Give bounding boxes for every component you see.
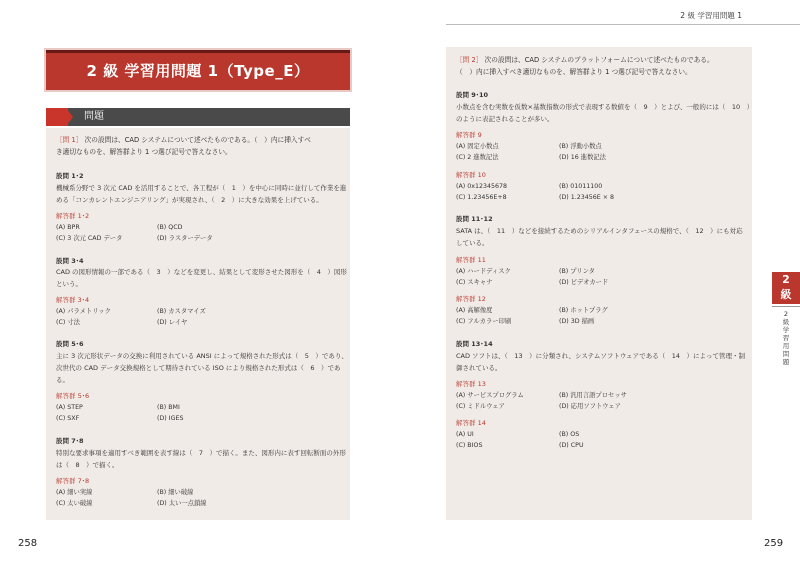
item-text: 主に 3 次元形状データの交換に利用されている ANSI によって規格された形式は（ 5 ）であり、 — [56, 352, 348, 360]
answer-option: (C) BIOS — [456, 442, 483, 449]
answer-option: (B) カスタマイズ — [157, 308, 206, 315]
item-label: 設問 5･6 — [56, 340, 84, 348]
title-banner — [46, 50, 350, 90]
arrow-right-icon — [66, 108, 73, 126]
item-text: している。 — [456, 239, 489, 247]
section-accent — [46, 108, 68, 126]
answer-option: (C) ミドルウェア — [456, 403, 505, 410]
vertical-char: 2 — [783, 310, 789, 318]
running-header: 2 級 学習用問題 1 — [680, 11, 742, 20]
vertical-char: 学 — [782, 326, 790, 334]
item-text: CAD の図形情報の一部である（ 3 ）などを変更し、結果として変形させた図形を（ 4 ）図形 — [56, 268, 347, 276]
answer-option: (D) 3D 描画 — [559, 318, 595, 325]
answer-group-heading: 解答群 7･8 — [56, 477, 90, 485]
question-1-line-2: き適切なものを、解答群より 1 つ選び記号で答えなさい。 — [56, 148, 232, 156]
answer-option: (D) 太い一点鎖線 — [157, 500, 207, 507]
answer-option: (A) BPR — [56, 224, 80, 231]
vertical-char: 用 — [782, 342, 790, 350]
answer-option: (C) 2 進数記法 — [456, 154, 499, 161]
item-text: 特別な要求事項を適用すべき範囲を表す線は（ 7 ）で描く。また、図形内に表す回転断面の外形 — [56, 449, 346, 457]
answer-option: (A) 細い実線 — [56, 489, 93, 496]
section-label: 問題 — [84, 111, 104, 122]
answer-group-heading: 解答群 14 — [456, 419, 486, 427]
page-number-left: 258 — [18, 538, 38, 549]
item-text: という。 — [56, 280, 82, 288]
answer-option: (B) 浮動小数点 — [559, 143, 602, 150]
item-text: CAD ソフトは、（ 13 ）に分類され、システムソフトウェアである（ 14 ）によって管理・制 — [456, 352, 746, 360]
answer-option: (B) BMI — [157, 404, 180, 411]
answer-option: (A) 高解像度 — [456, 307, 493, 314]
answer-option: (B) 汎用言語プロセッサ — [559, 392, 627, 399]
answer-option: (D) 1.23456E × 8 — [559, 194, 615, 201]
answer-option: (D) 16 進数記法 — [559, 154, 606, 161]
item-text: SATA は、（ 11 ）などを接続するためのシリアルインタフェースの規格で、（ 12 ）にも対応 — [456, 227, 743, 235]
question-2-line-2: （ ）内に挿入すべき適切なものを、解答群より 1 つ選び記号で答えなさい。 — [456, 68, 692, 76]
item-text: 御されている。 — [456, 364, 502, 372]
answer-option: (D) ビデオカード — [559, 279, 609, 286]
answer-group-heading: 解答群 9 — [456, 131, 482, 139]
chapter-tab-number: 2 — [782, 273, 790, 286]
answer-option: (D) レイヤ — [157, 319, 188, 326]
answer-option: (B) OS — [559, 431, 580, 438]
chapter-tab-unit: 級 — [780, 288, 792, 301]
vertical-char: 題 — [782, 358, 790, 366]
answer-group-heading: 解答群 11 — [456, 256, 486, 264]
item-text: める「コンカレントエンジニアリング」が実現され、（ 2 ）に大きな効果を上げている。 — [56, 196, 323, 204]
answer-option: (D) ラスターデータ — [157, 235, 213, 242]
question-2-label: ［問 2］ — [456, 56, 483, 64]
answer-group-heading: 解答群 12 — [456, 295, 486, 303]
answer-option: (D) 応用ソフトウェア — [559, 403, 621, 410]
item-label: 設問 9･10 — [456, 91, 489, 99]
answer-group-heading: 解答群 3･4 — [56, 296, 90, 304]
answer-option: (A) パラメトリック — [56, 308, 111, 315]
vertical-char: 級 — [782, 318, 790, 326]
item-text: る。 — [56, 376, 69, 384]
item-text: 次世代の CAD データ交換規格として期待されている ISO により規格された形式は（ 6 ）であ — [56, 364, 341, 372]
answer-option: (A) サービスプログラム — [456, 392, 524, 399]
answer-option: (A) ハードディスク — [456, 268, 511, 275]
answer-option: (D) IGES — [157, 415, 184, 422]
answer-option: (C) 1.23456E+8 — [456, 194, 507, 201]
chapter-tab — [772, 272, 800, 304]
answer-option: (C) フルカラー印刷 — [456, 318, 512, 325]
answer-option: (C) 寸法 — [56, 319, 80, 326]
item-label: 設問 3･4 — [56, 257, 84, 265]
chapter-tab-rule — [772, 306, 800, 307]
page-number-right: 259 — [764, 538, 784, 549]
answer-group-heading: 解答群 1･2 — [56, 212, 90, 220]
answer-option: (C) 太い破線 — [56, 500, 93, 507]
item-label: 設問 7･8 — [56, 437, 84, 445]
answer-group-heading: 解答群 5･6 — [56, 392, 90, 400]
question-1-text: 次の設問は、CAD システムについて述べたものである。（ ）内に挿入すべ — [84, 136, 311, 144]
answer-option: (B) プリンタ — [559, 268, 595, 275]
item-text: のように表記されることが多い。 — [456, 115, 554, 123]
question-2-text: 次の設問は、CAD システムのプラットフォームについて述べたものである。 — [484, 56, 714, 64]
answer-option: (A) 固定小数点 — [456, 143, 499, 150]
answer-option: (B) 細い破線 — [157, 489, 194, 496]
answer-option: (C) スキャナ — [456, 279, 493, 286]
item-text: 機械系分野で 3 次元 CAD を活用することで、各工程が（ 1 ）を中心に同時に並行して作業を進 — [56, 184, 347, 192]
page-title: 2 級 学習用問題 1（Type_E） — [86, 62, 310, 80]
answer-option: (D) CPU — [559, 442, 584, 449]
item-label: 設問 13･14 — [456, 340, 493, 348]
header-rule — [446, 24, 800, 25]
answer-group-heading: 解答群 10 — [456, 171, 486, 179]
answer-option: (A) STEP — [56, 404, 83, 411]
item-label: 設問 11･12 — [456, 215, 493, 223]
answer-option: (C) SXF — [56, 415, 80, 422]
question-1-label: ［問 1］ — [56, 136, 83, 144]
vertical-char: 問 — [782, 350, 790, 358]
answer-option: (B) QCD — [157, 224, 183, 231]
answer-option: (B) ホットプラグ — [559, 307, 608, 314]
item-label: 設問 1･2 — [56, 172, 84, 180]
answer-option: (A) 0x12345678 — [456, 183, 508, 190]
item-text: は（ 8 ）で描く。 — [56, 461, 119, 469]
vertical-char: 習 — [782, 334, 790, 342]
answer-option: (B) 01011100 — [559, 183, 603, 190]
answer-group-heading: 解答群 13 — [456, 380, 486, 388]
answer-option: (C) 3 次元 CAD データ — [56, 235, 123, 242]
answer-option: (A) UI — [456, 431, 474, 438]
chapter-tab-vertical-label — [779, 310, 793, 366]
item-text: 小数点を含む実数を仮数×基数指数の形式で表現する数値を（ 9 ）とよび、一般的には（ 10 ） — [456, 103, 754, 111]
